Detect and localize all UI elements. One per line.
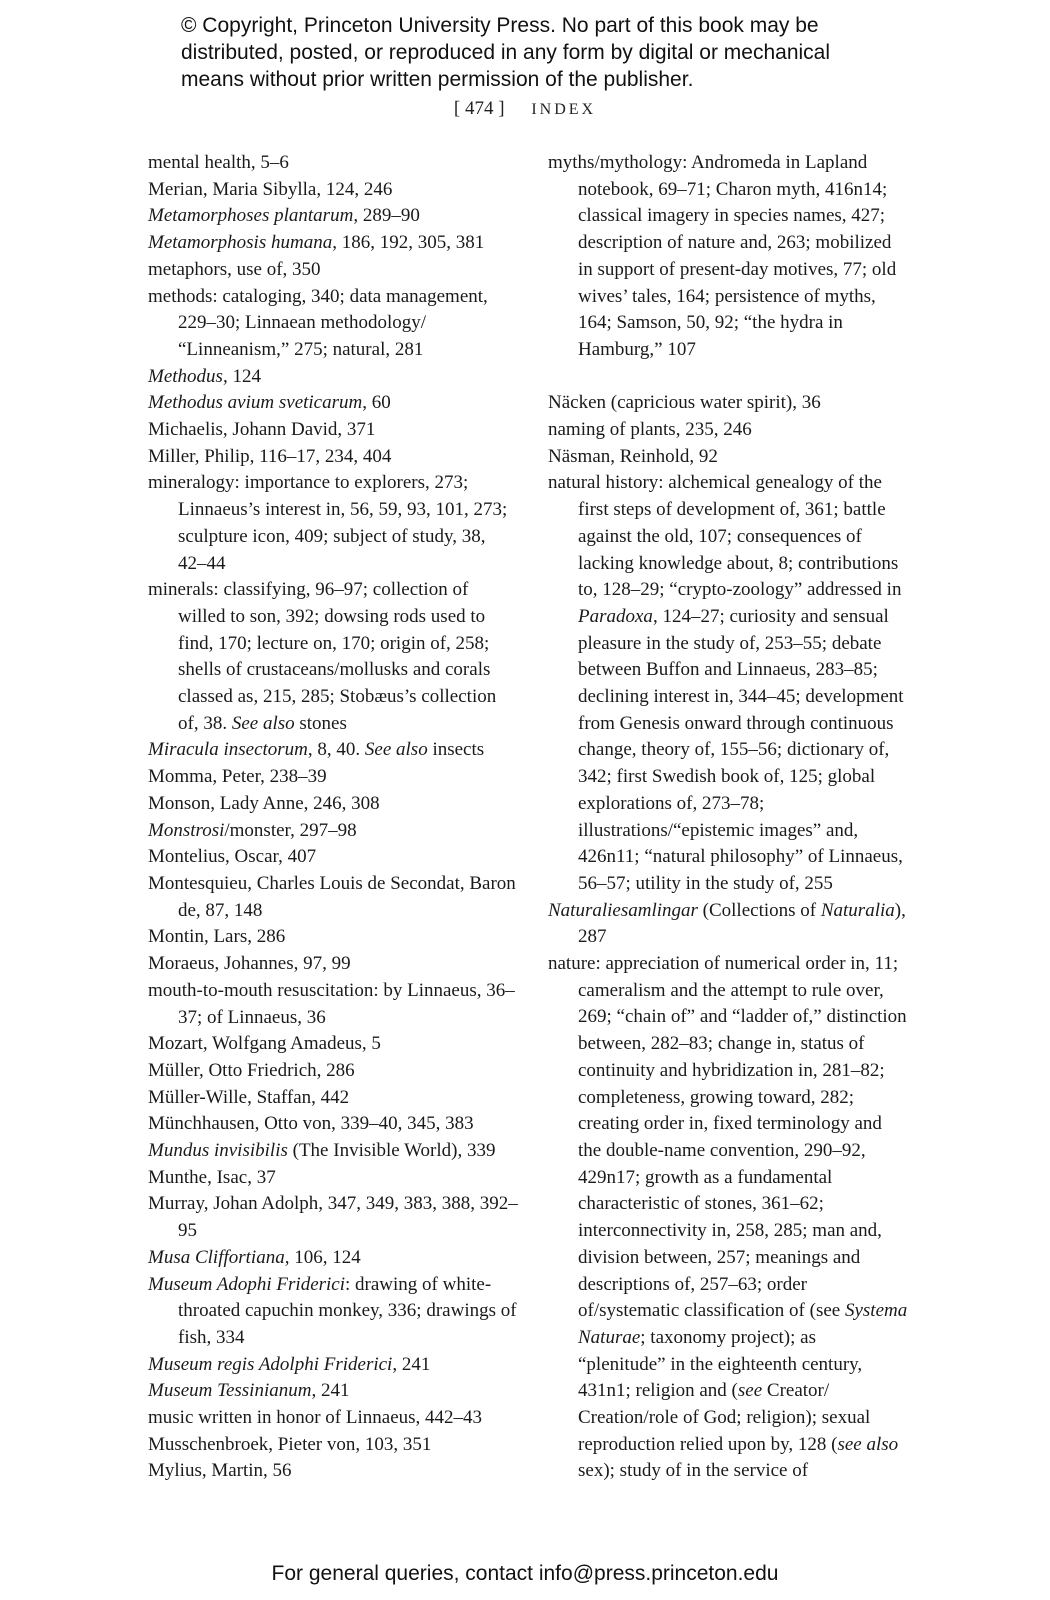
index-entry <box>548 150 908 364</box>
index-entry-text: minerals: classifying, 96–97; collection of willed to son, 392; dowsing rods used to find, 170; lecture on, 170; origin of, 258; shells of crustaceans/mollusks and corals classed as, 215, 285; Stobæus’s collection of, 38. <box>148 579 497 734</box>
index-entry-italic: Naturaliesamlingar <box>548 899 698 921</box>
index-entry <box>148 871 518 924</box>
index-entry <box>148 1272 518 1352</box>
index-entry <box>148 924 518 951</box>
footer-contact: For general queries, contact info@press.princeton.edu <box>271 1562 779 1585</box>
index-entry <box>148 1352 518 1379</box>
index-entry <box>148 1111 518 1138</box>
index-entry <box>148 1405 518 1432</box>
index-entry <box>148 257 518 284</box>
index-entry-text: Murray, Johan Adolph, 347, 349, 383, 388, 392–95 <box>148 1193 518 1242</box>
index-entry-text: (The Invisible World), 339 <box>287 1140 496 1162</box>
index-entry-text: , 8, 40. <box>307 739 365 761</box>
index-entry-text: Moraeus, Johannes, 97, 99 <box>148 953 351 975</box>
index-entry <box>548 951 908 1485</box>
index-entry <box>148 364 518 391</box>
copyright-notice <box>181 12 901 93</box>
index-entry <box>548 470 908 897</box>
index-entry <box>148 737 518 764</box>
index-entry <box>148 978 518 1031</box>
index-entry-italic: Paradoxa <box>578 605 653 627</box>
index-entry-text: Müller-Wille, Staffan, 442 <box>148 1086 350 1108</box>
index-entry-italic: Metamorphoses plantarum <box>148 205 354 227</box>
index-entry <box>148 1165 518 1192</box>
index-entry-text: mental health, 5–6 <box>148 152 289 173</box>
index-entry-text: mineralogy: importance to explorers, 273; Linnaeus’s interest in, 56, 59, 93, 101, 273; sculpture icon, 409; subject of study, 38, 42–44 <box>148 472 508 574</box>
index-entry-text: , 186, 192, 305, 381 <box>332 232 485 254</box>
index-entry <box>148 1245 518 1272</box>
index-entry <box>148 818 518 845</box>
index-entry <box>148 1058 518 1085</box>
index-entry-italic: Museum regis Adolphi Friderici <box>148 1353 393 1375</box>
index-entry-text: Mylius, Martin, 56 <box>148 1460 292 1482</box>
index-entry-text: , 289–90 <box>353 205 420 227</box>
index-entry-text: mouth-to-mouth resuscitation: by Linnaeus, 36–37; of Linnaeus, 36 <box>148 979 515 1028</box>
index-entry-text: naming of plants, 235, 246 <box>548 419 752 441</box>
index-entry <box>148 1378 518 1405</box>
index-entry-text: , 106, 124 <box>284 1246 361 1268</box>
index-entry-text: , 60 <box>362 392 391 414</box>
index-entry <box>548 417 908 444</box>
index-entry-italic: See also <box>364 739 428 761</box>
index-entry-italic: Mundus invisibilis <box>148 1140 288 1162</box>
index-entry <box>148 577 518 737</box>
index-entry-text: insects <box>427 739 485 761</box>
running-head <box>0 98 1050 120</box>
index-entry <box>148 1458 518 1485</box>
index-entry-text: (Collections of <box>697 899 821 921</box>
index-entry-text: , 241 <box>311 1380 350 1402</box>
index-entry <box>148 844 518 871</box>
index-column-left <box>148 150 518 1485</box>
index-entry-text: Munthe, Isac, 37 <box>148 1166 276 1188</box>
index-entry-italic: see also <box>837 1433 899 1455</box>
index-entry <box>148 1191 518 1244</box>
index-entry <box>548 898 908 951</box>
index-entry <box>148 284 518 364</box>
index-entry-italic: Miracula insectorum <box>148 739 308 761</box>
index-entry-text: , 241 <box>392 1353 431 1375</box>
index-entry-text: Creator/ Creation/role of God; religion); sexual reproduction relied upon by, 128 ( <box>578 1380 871 1455</box>
index-entry-text: music written in honor of Linnaeus, 442–43 <box>148 1407 483 1429</box>
index-entry-text: : drawing of white-throated capuchin monkey, 336; drawings of fish, 334 <box>178 1273 517 1348</box>
section-label: INDEX <box>531 101 597 118</box>
index-entry-text: Montesquieu, Charles Louis de Secondat, Baron de, 87, 148 <box>148 872 516 921</box>
index-entry <box>148 1031 518 1058</box>
index-entry <box>548 390 908 417</box>
index-entry-text: ), 287 <box>578 899 906 948</box>
index-entry <box>148 150 518 177</box>
index-entry-italic: Methodus avium sveticarum <box>148 392 363 414</box>
index-entry-italic: Monstrosi <box>148 819 225 841</box>
index-entry-italic: Methodus <box>148 365 223 387</box>
index-entry-text: natural history: alchemical genealogy of the first steps of development of, 361; battle against the old, 107; consequences of lacking knowledge about, 8; contributions to, 128–29; “crypto-zoology” addressed in <box>548 472 902 601</box>
index-entry-italic: Musa Cliffortiana <box>148 1246 285 1268</box>
index-entry-italic: Museum Adophi Friderici <box>148 1273 346 1295</box>
copyright-line: means without prior written permission of the publisher. <box>181 68 694 91</box>
index-entry-text: myths/mythology: Andromeda in Lapland notebook, 69–71; Charon myth, 416n14; classical imagery in species names, 427; description of nature and, 263; mobilized in support of present-day motives, 77; old wives’ tales, 164; persistence of myths, 164; Samson, 50, 92; “the hydra in Hamburg,” 107 <box>548 152 897 360</box>
index-entry-italic: see <box>737 1380 763 1402</box>
index-entry-text: ; taxonomy project); as “plenitude” in the eighteenth century, 431n1; religion and ( <box>578 1326 863 1402</box>
copyright-line: © Copyright, Princeton University Press. No part of this book may be <box>181 14 819 37</box>
index-entry <box>148 1085 518 1112</box>
index-entry-text: metaphors, use of, 350 <box>148 258 321 280</box>
index-entry-text: Musschenbroek, Pieter von, 103, 351 <box>148 1433 432 1455</box>
index-entry <box>548 444 908 471</box>
index-entry-text: Momma, Peter, 238–39 <box>148 766 327 788</box>
index-entry <box>148 444 518 471</box>
copyright-line: distributed, posted, or reproduced in any form by digital or mechanical <box>181 41 831 64</box>
index-entry <box>148 764 518 791</box>
index-entry-text: Miller, Philip, 116–17, 234, 404 <box>148 445 392 467</box>
index-entry <box>148 230 518 257</box>
index-entry <box>148 390 518 417</box>
index-entry-text: Monson, Lady Anne, 246, 308 <box>148 792 380 814</box>
index-entry-text: Montin, Lars, 286 <box>148 926 286 948</box>
index-entry-text: Mozart, Wolfgang Amadeus, 5 <box>148 1033 381 1055</box>
index-entry-text: , 124 <box>222 365 261 387</box>
index-entry-text: Montelius, Oscar, 407 <box>148 846 317 868</box>
index-entry <box>148 417 518 444</box>
index-entry-text: Näcken (capricious water spirit), 36 <box>548 392 821 414</box>
index-entry-text: Michaelis, Johann David, 371 <box>148 419 376 441</box>
index-entry-text: methods: cataloging, 340; data management, 229–30; Linnaean methodology/ “Linneanism,” 275; natural, 281 <box>148 285 488 360</box>
index-entry-text: Müller, Otto Friedrich, 286 <box>148 1059 355 1081</box>
index-entry-text: Münchhausen, Otto von, 339–40, 345, 383 <box>148 1113 474 1135</box>
index-entry-text: stones <box>294 712 347 734</box>
index-entry <box>148 177 518 204</box>
index-entry <box>148 1432 518 1459</box>
index-entry <box>148 203 518 230</box>
index-entry-italic: Museum Tessinianum <box>148 1380 312 1402</box>
index-entry-text: /monster, 297–98 <box>224 819 357 841</box>
index-entry-text: nature: appreciation of numerical order in, 11; cameralism and the attempt to rule over, 269; “chain of” and “ladder of,” distinction between, 282–83; change in, status of continuity and hybridization in, 281–82; completeness, growing toward, 282; creating order in, fixed terminology and the double-name convention, 290–92, 429n17; growth as a fundamental characteristic of stones, 361–62; interconnectivity in, 258, 285; man and, division between, 257; meanings and descriptions of, 257–63; order of/systematic classification of (see <box>548 953 907 1322</box>
index-entry-italic: See also <box>231 712 295 734</box>
index-entry <box>148 951 518 978</box>
entry-gap <box>548 364 908 391</box>
index-entry-text: , 124–27; curiosity and sensual pleasure in the study of, 253–55; debate between Buffon and Linnaeus, 283–85; declining interest in, 344–45; development from Genesis onward through continuous change, theory of, 155–56; dictionary of, 342; first Swedish book of, 125; global explorations of, 273–78; illustrations/“epistemic images” and, 426n11; “natural philosophy” of Linnaeus, 56–57; utility in the study of, 255 <box>578 605 904 894</box>
index-entry <box>148 791 518 818</box>
index-entry-text: sex); study of in the service of <box>578 1460 809 1482</box>
index-column-right <box>548 150 908 1485</box>
index-entry-text: Merian, Maria Sibylla, 124, 246 <box>148 178 393 200</box>
index-entry-italic: Naturalia <box>820 899 895 921</box>
page-number: [ 474 ] <box>453 98 505 119</box>
index-entry <box>148 470 518 577</box>
index-entry-text: Näsman, Reinhold, 92 <box>548 445 718 467</box>
index-entry-italic: Metamorphosis humana <box>148 232 333 254</box>
index-entry <box>148 1138 518 1165</box>
index-entry-italic: Systema Naturae <box>578 1300 908 1348</box>
